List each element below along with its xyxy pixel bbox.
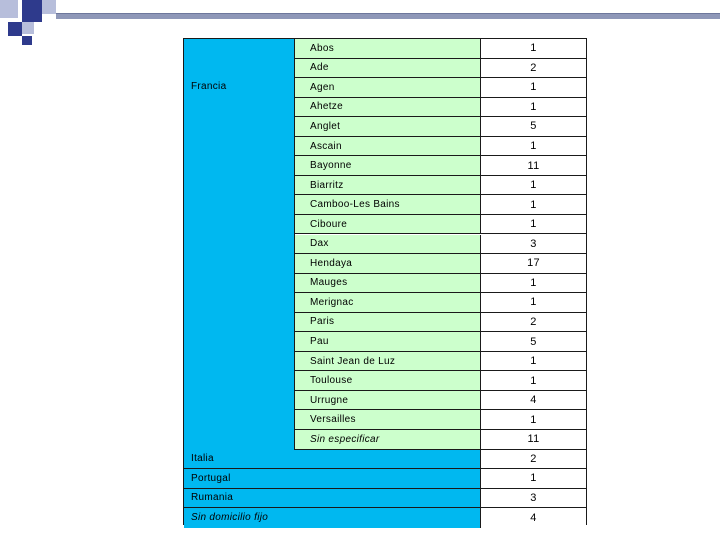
city-cell: Paris: [295, 313, 481, 333]
city-cell: Bayonne: [295, 156, 481, 176]
count-cell: 1: [481, 215, 586, 235]
city-cell: Mauges: [295, 274, 481, 294]
count-cell: 1: [481, 274, 586, 294]
country-cell: Portugal: [184, 469, 481, 489]
count-cell: 3: [481, 489, 586, 509]
data-table: [183, 38, 587, 525]
count-cell: 1: [481, 39, 586, 59]
count-cell: 4: [481, 391, 586, 411]
city-cell: Hendaya: [295, 254, 481, 274]
count-cell: 1: [481, 410, 586, 430]
count-cell: 5: [481, 332, 586, 352]
count-cell: 1: [481, 98, 586, 118]
count-cell: 1: [481, 195, 586, 215]
count-cell: 3: [481, 235, 586, 255]
count-cell: 1: [481, 78, 586, 98]
country-cell: Sin domicilio fijo: [184, 508, 481, 528]
city-cell: Sin especificar: [295, 430, 481, 450]
top-rule: [56, 13, 720, 19]
country-cell-francia: [184, 39, 295, 450]
country-label-francia: Francia: [191, 81, 227, 92]
count-cell: 2: [481, 59, 586, 79]
count-cell: 1: [481, 371, 586, 391]
city-cell: Dax: [295, 235, 481, 255]
city-cell: Ciboure: [295, 215, 481, 235]
count-cell: 17: [481, 254, 586, 274]
city-cell: Ade: [295, 59, 481, 79]
corner-decoration: [0, 0, 60, 45]
city-cell: Ahetze: [295, 98, 481, 118]
city-cell: Merignac: [295, 293, 481, 313]
city-cell: Agen: [295, 78, 481, 98]
city-cell: Abos: [295, 39, 481, 59]
count-cell: 5: [481, 117, 586, 137]
city-cell: Versailles: [295, 410, 481, 430]
city-cell: Toulouse: [295, 371, 481, 391]
city-cell: Biarritz: [295, 176, 481, 196]
count-cell: 11: [481, 156, 586, 176]
count-cell: 1: [481, 137, 586, 157]
city-cell: Pau: [295, 332, 481, 352]
count-cell: 1: [481, 469, 586, 489]
city-cell: Saint Jean de Luz: [295, 352, 481, 372]
count-cell: 1: [481, 176, 586, 196]
country-cell: Italia: [184, 450, 481, 470]
city-cell: Ascain: [295, 137, 481, 157]
count-cell: 2: [481, 450, 586, 470]
count-cell: 2: [481, 313, 586, 333]
count-cell: 1: [481, 293, 586, 313]
count-cell: 1: [481, 352, 586, 372]
count-cell: 11: [481, 430, 586, 450]
count-cell: 4: [481, 508, 586, 528]
city-cell: Camboo-Les Bains: [295, 195, 481, 215]
country-cell: Rumania: [184, 489, 481, 509]
city-cell: Anglet: [295, 117, 481, 137]
city-cell: Urrugne: [295, 391, 481, 411]
